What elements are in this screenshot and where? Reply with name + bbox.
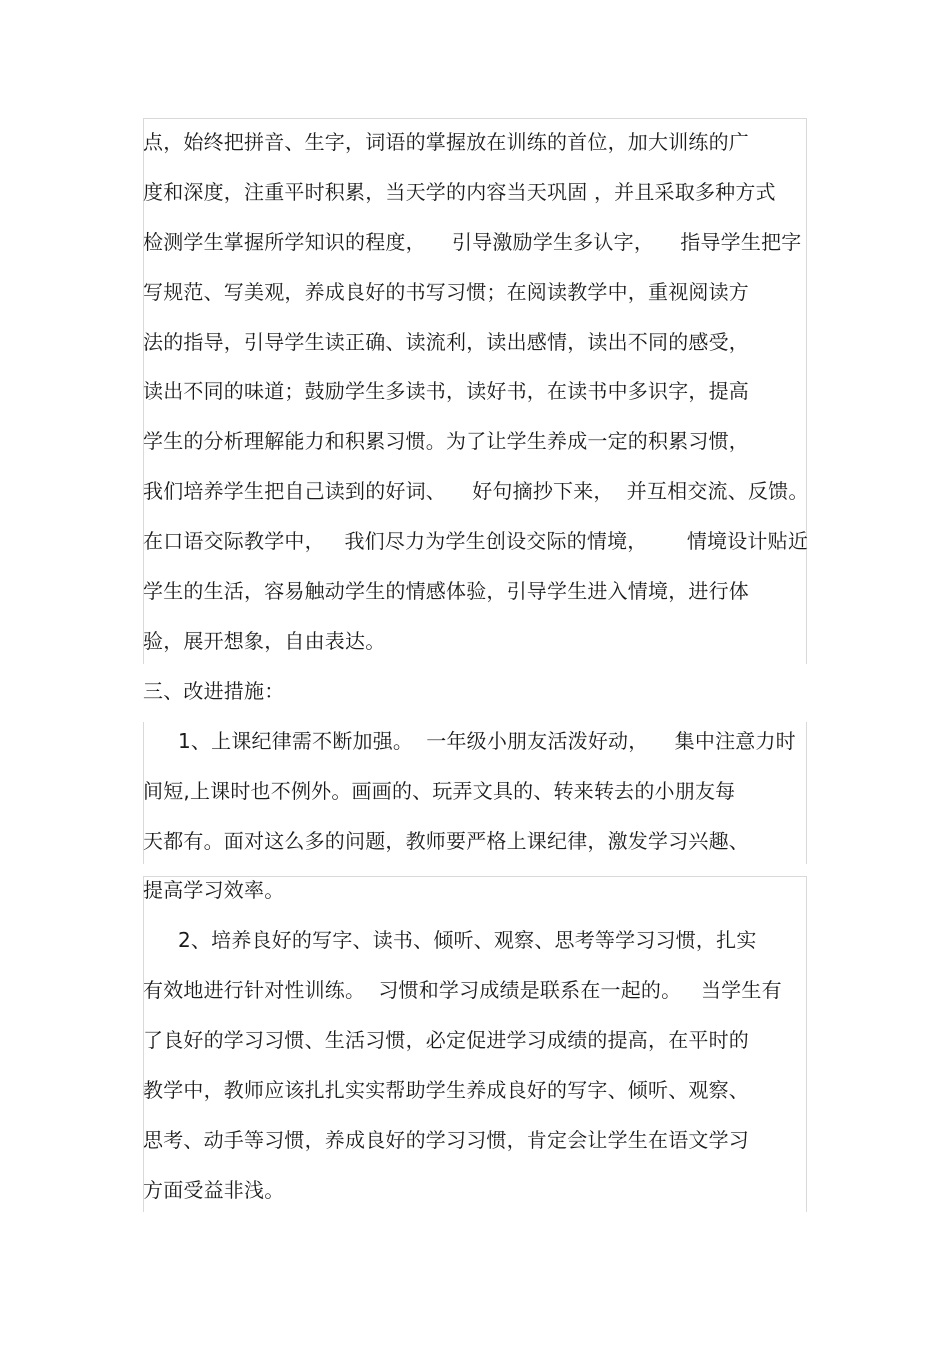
text-line: 1、上课纪律需不断加强。 一年级小朋友活泼好动， 集中注意力时 xyxy=(178,729,796,753)
text-line: 提高学习效率。 xyxy=(143,878,285,902)
text-line: 方面受益非浅。 xyxy=(143,1178,285,1202)
text-line: 学生的生活，容易触动学生的情感体验，引导学生进入情境，进行体 xyxy=(143,579,749,603)
text-line: 教学中，教师应该扎扎实实帮助学生养成良好的写字、倾听、观察、 xyxy=(143,1078,749,1102)
text-line: 思考、动手等习惯，养成良好的学习习惯，肯定会让学生在语文学习 xyxy=(143,1128,749,1152)
text-line: 间短,上课时也不例外。画画的、玩弄文具的、转来转去的小朋友每 xyxy=(143,779,736,803)
section-heading: 三、改进措施： xyxy=(143,679,285,703)
frame-line xyxy=(806,118,807,664)
text-line: 写规范、写美观，养成良好的书写习惯；在阅读教学中，重视阅读方 xyxy=(143,280,749,304)
text-line: 验，展开想象，自由表达。 xyxy=(143,629,386,653)
text-line: 我们培养学生把自己读到的好词、 好句摘抄下来， 并互相交流、反馈。 xyxy=(143,479,809,503)
text-line: 度和深度，注重平时积累，当天学的内容当天巩固 ，并且采取多种方式 xyxy=(143,180,776,204)
text-line: 2、培养良好的写字、读书、倾听、观察、思考等学习习惯，扎实 xyxy=(178,928,757,952)
text-line: 天都有。面对这么多的问题，教师要严格上课纪律，激发学习兴趣、 xyxy=(143,829,749,853)
frame-line xyxy=(806,722,807,864)
frame-line xyxy=(143,118,807,119)
text-line: 学生的分析理解能力和积累习惯。为了让学生养成一定的积累习惯， xyxy=(143,429,749,453)
frame-line xyxy=(806,876,807,1212)
text-line: 读出不同的味道；鼓励学生多读书，读好书，在读书中多识字，提高 xyxy=(143,379,749,403)
text-line: 在口语交际教学中， 我们尽力为学生创设交际的情境， 情境设计贴近 xyxy=(143,529,809,553)
text-line: 有效地进行针对性训练。 习惯和学习成绩是联系在一起的。 当学生有 xyxy=(143,978,782,1002)
text-line: 检测学生掌握所学知识的程度， 引导激励学生多认字， 指导学生把字 xyxy=(143,230,802,254)
text-line: 点，始终把拼音、生字，词语的掌握放在训练的首位，加大训练的广 xyxy=(143,130,749,154)
text-line: 法的指导，引导学生读正确、读流利，读出感情，读出不同的感受， xyxy=(143,330,749,354)
text-line: 了良好的学习习惯、生活习惯，必定促进学习成绩的提高，在平时的 xyxy=(143,1028,749,1052)
